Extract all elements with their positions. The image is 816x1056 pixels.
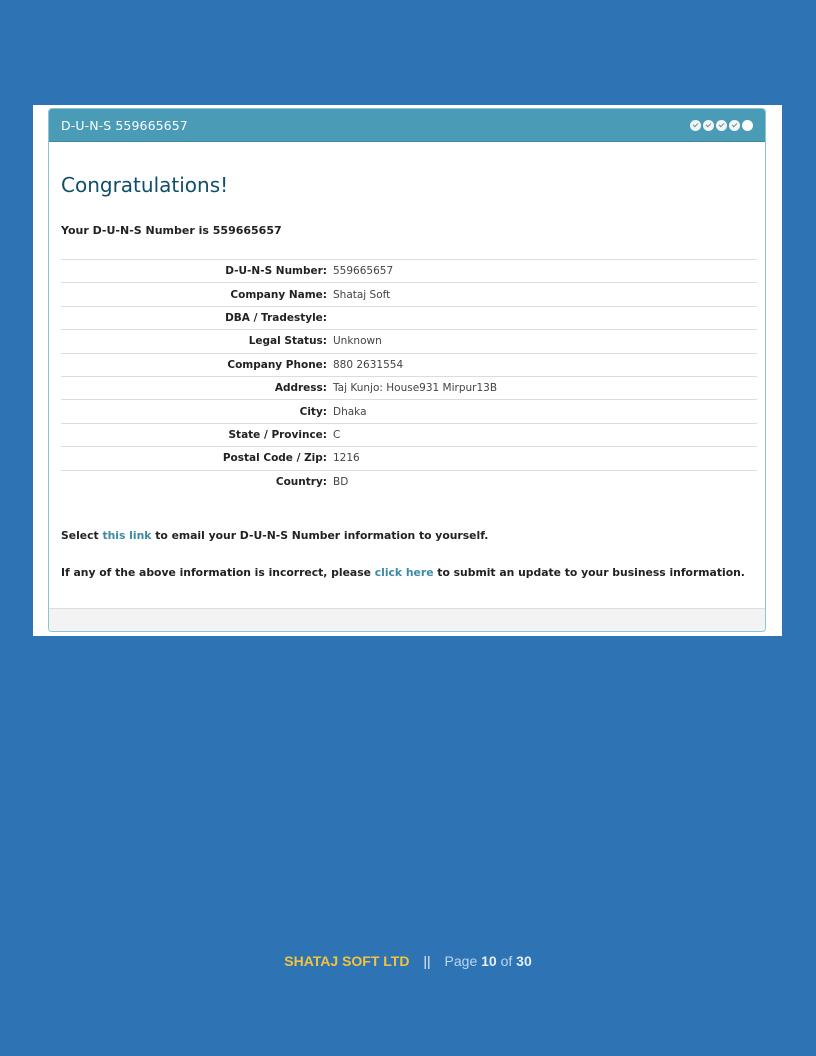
progress-steps	[690, 120, 753, 131]
row-label: Country:	[61, 470, 333, 493]
footer-page-total: 30	[516, 953, 532, 969]
row-label: Company Phone:	[61, 353, 333, 376]
update-info-paragraph	[61, 566, 745, 579]
table-row	[61, 260, 757, 283]
table-row	[61, 330, 757, 353]
row-label: State / Province:	[61, 423, 333, 446]
table-row	[61, 283, 757, 306]
row-value: Taj Kunjo: House931 Mirpur13B	[333, 376, 757, 399]
table-row	[61, 400, 757, 423]
row-value: Dhaka	[333, 400, 757, 423]
footer-page-current: 10	[481, 953, 497, 969]
row-value	[333, 306, 757, 329]
duns-number-statement: Your D-U-N-S Number is 559665657	[61, 224, 282, 237]
document-footer	[0, 953, 816, 969]
email-para-before: Select	[61, 529, 103, 542]
page-heading: Congratulations!	[61, 173, 229, 197]
table-row	[61, 423, 757, 446]
duns-result-panel	[48, 108, 766, 632]
row-label: D-U-N-S Number:	[61, 260, 333, 283]
row-label: City:	[61, 400, 333, 423]
panel-header	[49, 109, 765, 142]
table-row	[61, 470, 757, 493]
update-para-after: to submit an update to your business information.	[433, 566, 745, 579]
footer-separator: ||	[423, 953, 431, 969]
panel-footer	[49, 608, 765, 631]
table-row	[61, 447, 757, 470]
email-info-paragraph	[61, 529, 488, 542]
email-para-after: to email your D-U-N-S Number information to yourself.	[151, 529, 489, 542]
footer-of-label: of	[500, 953, 513, 969]
table-row	[61, 306, 757, 329]
row-label: DBA / Tradestyle:	[61, 306, 333, 329]
company-info-table	[61, 259, 757, 493]
update-para-before: If any of the above information is incorrect, please	[61, 566, 375, 579]
row-value: BD	[333, 470, 757, 493]
panel-title: D-U-N-S 559665657	[61, 117, 188, 133]
footer-page-label: Page	[444, 953, 478, 969]
table-row	[61, 353, 757, 376]
row-value: Shataj Soft	[333, 283, 757, 306]
step-1-check-icon	[690, 120, 701, 131]
row-value: 1216	[333, 447, 757, 470]
update-info-link[interactable]: click here	[374, 566, 434, 579]
email-info-link[interactable]: this link	[102, 529, 152, 542]
screenshot-frame	[33, 105, 782, 636]
row-value: 880 2631554	[333, 353, 757, 376]
step-5-circle-icon	[742, 120, 753, 131]
row-label: Legal Status:	[61, 330, 333, 353]
step-3-check-icon	[716, 120, 727, 131]
row-value: C	[333, 423, 757, 446]
footer-company-name: SHATAJ SOFT LTD	[284, 953, 410, 969]
table-row	[61, 376, 757, 399]
step-4-check-icon	[729, 120, 740, 131]
row-label: Address:	[61, 376, 333, 399]
row-label: Company Name:	[61, 283, 333, 306]
row-value: Unknown	[333, 330, 757, 353]
row-value: 559665657	[333, 260, 757, 283]
row-label: Postal Code / Zip:	[61, 447, 333, 470]
step-2-check-icon	[703, 120, 714, 131]
